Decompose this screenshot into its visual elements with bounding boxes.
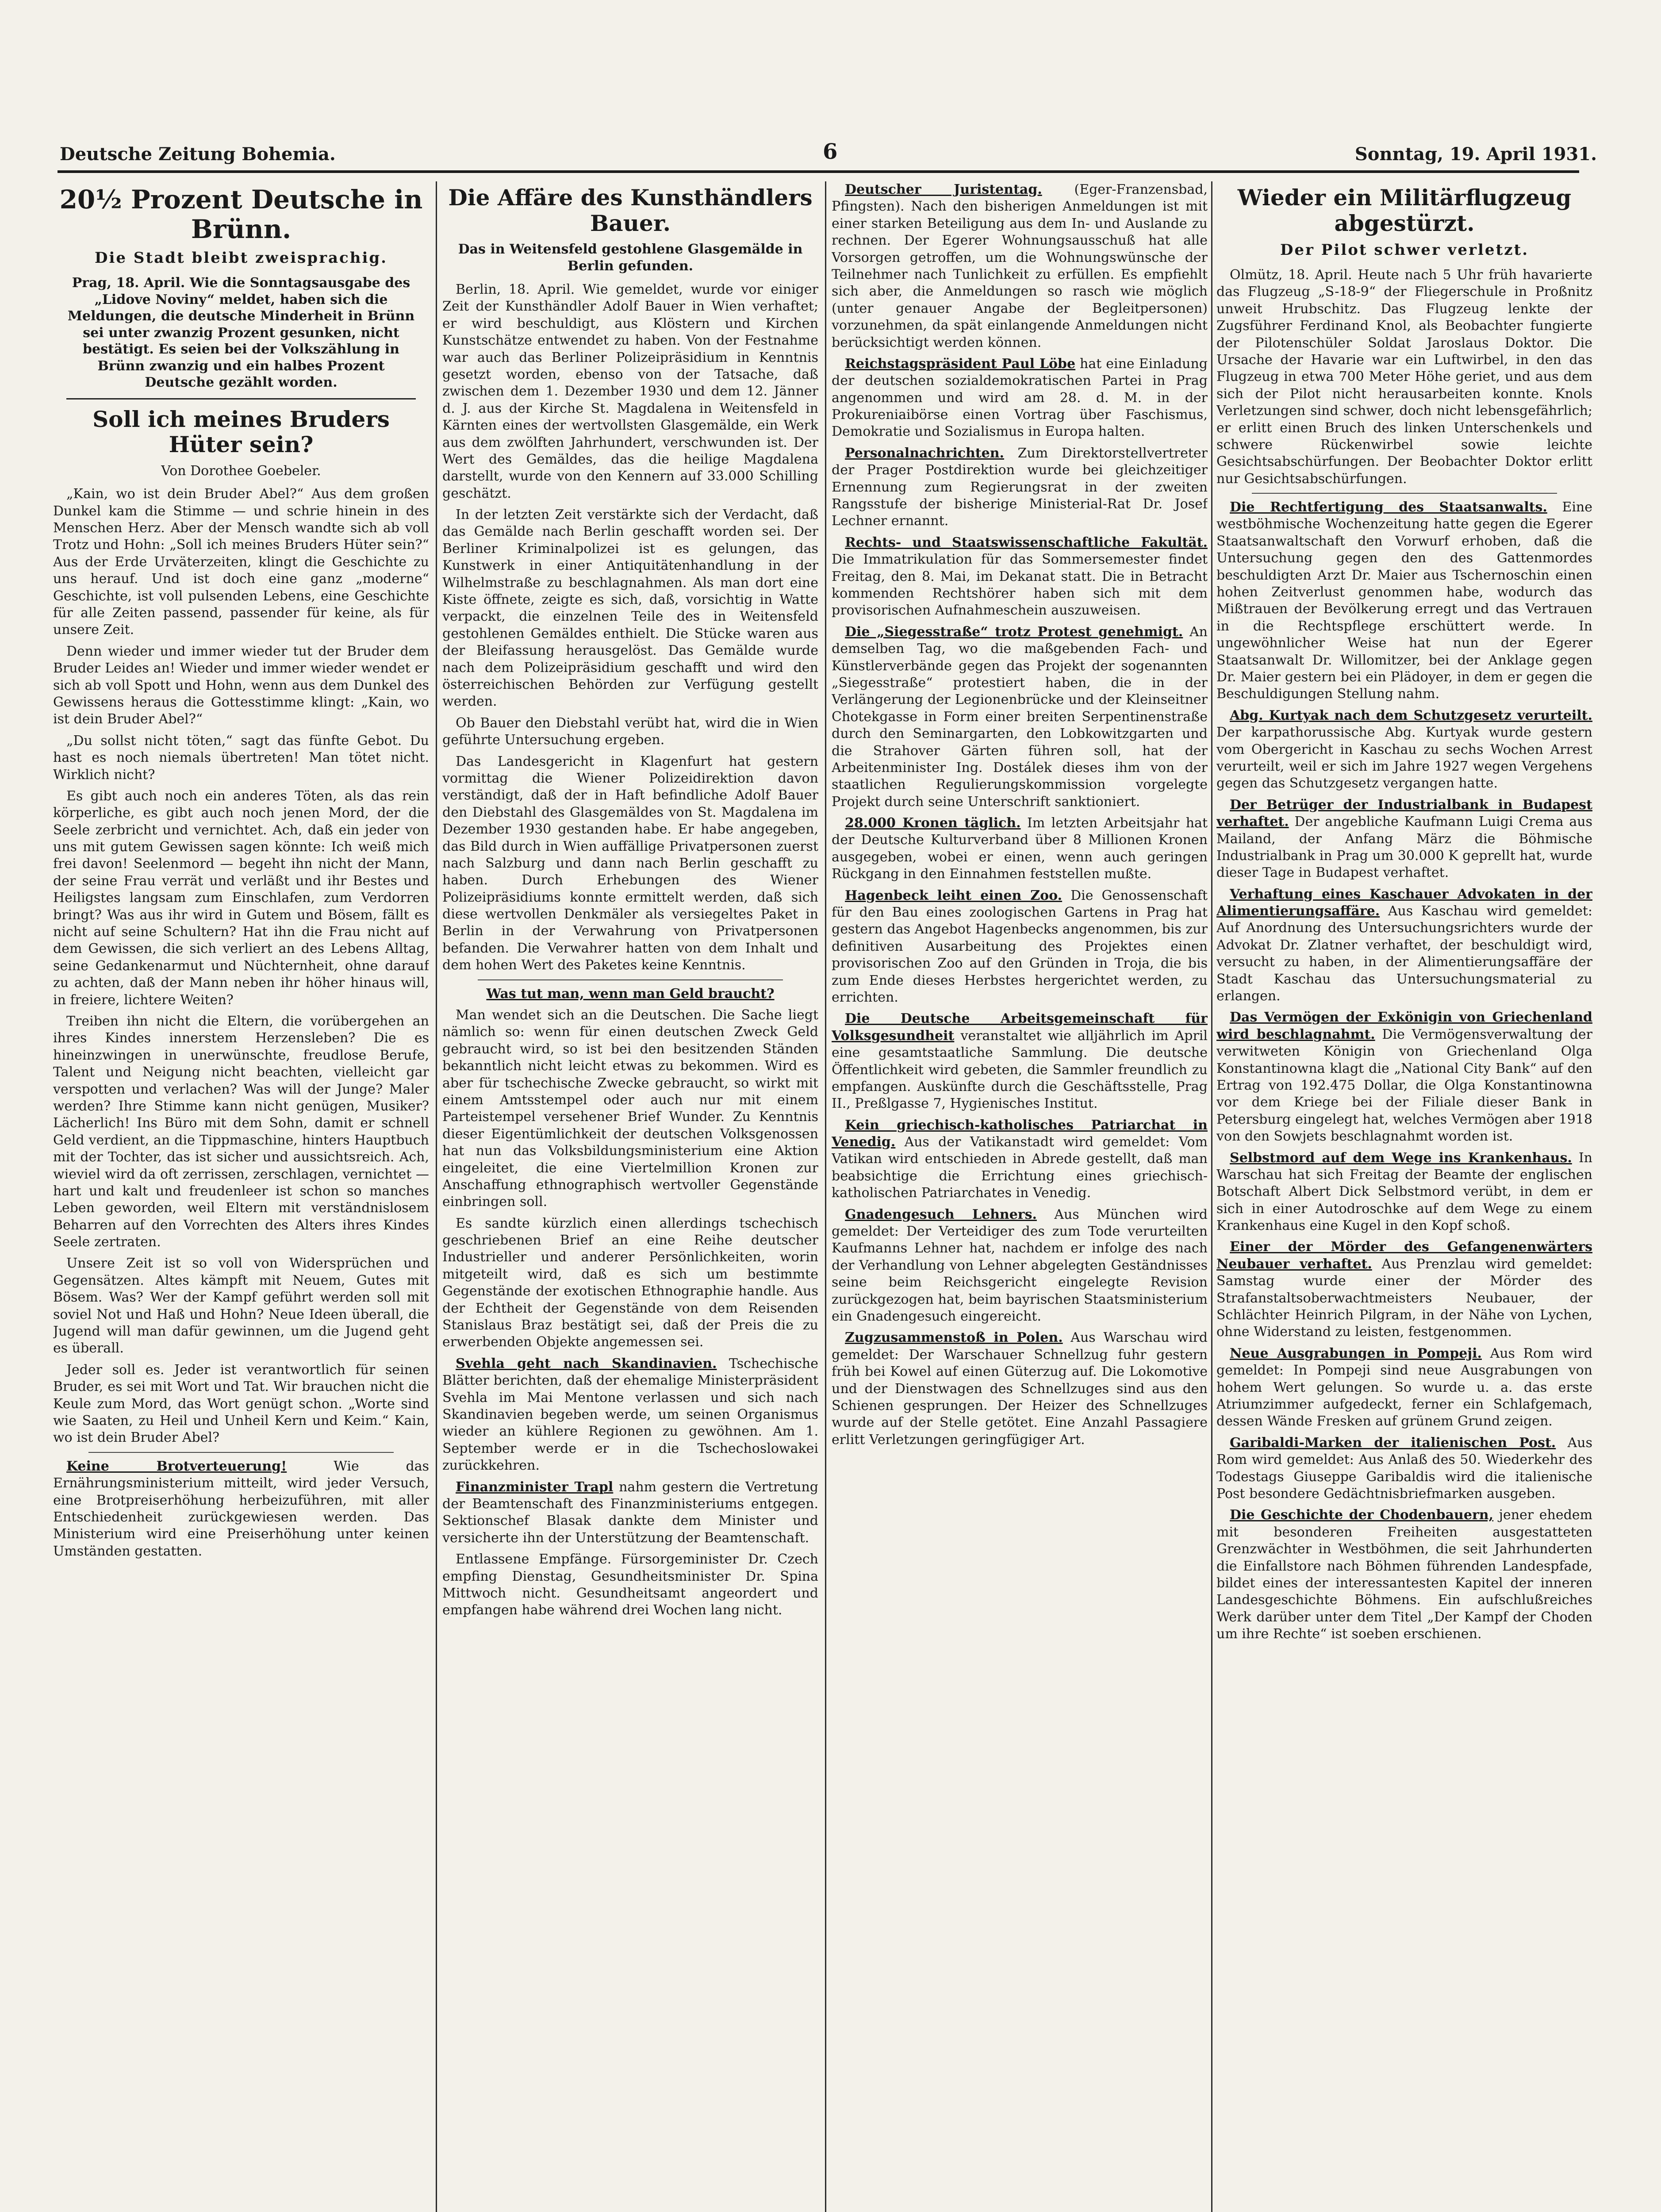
news-brief xyxy=(832,624,1208,810)
byline: Von Dorothee Goebeler. xyxy=(161,463,321,479)
brief-kicker: Das Vermögen der Exkönigin von Griechenland wird beschlagnahmt. xyxy=(1216,1010,1592,1042)
column-2 xyxy=(442,181,818,2212)
brief-kicker: Reichstagspräsident Paul Löbe xyxy=(845,356,1076,372)
headline-bruders-hueter: Soll ich meines Bruders Hüter sein? xyxy=(92,406,390,458)
news-brief xyxy=(1216,499,1592,703)
brief-kicker: Gnadengesuch Lehners. xyxy=(845,1206,1037,1222)
paragraph: Berlin, 18. April. Wie gemeldet, wurde vor einiger Zeit der Kunsthändler Adolf Bauer in Wien verhaftet; er wird beschuldigt, aus Klöstern und Kirchen Kunstschätze entwendet zu haben. Von der Festnahme war auch das Berliner Polizeipräsidium in Kenntnis gesetzt worden, ebenso von der Tatsache, daß zwischen dem 1. Dezember 1930 und dem 12. Jänner d. J. aus der Kirche St. Magdalena in Weitensfeld in Kärnten eines der wertvollsten Glasgemälde, ein Werk aus dem zwölften Jahrhundert, verschwunden ist. Der Wert des Gemäldes, das die heilige Magdalena darstellt, wurde von den Kennern auf 33.000 Schilling geschätzt. xyxy=(442,282,818,501)
paragraph: Denn wieder und immer wieder tut der Bruder dem Bruder Leides an! Wieder und immer wieder wendet er sich ab voll Spott und Hohn, wenn aus dem Dunkel des Gewissens heraus die Gottesstimme klingt: „Kain, wo ist dein Bruder Abel?“ xyxy=(53,643,429,727)
brief-kicker: Die Geschichte der Chodenbauern, xyxy=(1230,1507,1494,1523)
news-brief xyxy=(832,1206,1208,1325)
brief-text: Die Vermögensverwaltung der verwitweten Königin von Griechenland Olga Konstantinowna klagt die „National City Bank“ auf den Ertrag von 192.475 Dollar, die Olga Konstantinowna vor dem Kriege bei der Filiale dieser Bank in Petersburg eingelegt hat, welches Vermögen aber 1918 von den Sowjets beschlagnahmt worden ist. xyxy=(1216,1026,1592,1144)
paragraph: Es sandte kürzlich einen allerdings tschechisch geschriebenen Brief an eine Reihe deutscher Industrieller und anderer Persönlichkeiten, worin mitgeteilt wird, daß es sich um bestimmte Gegenstände der exotischen Ethnographie handle. Aus der Echtheit der Gegenstände von dem Reisenden Stanislaus Braz bestätigt sei, daß der Preis die zu erwerbenden Objekte angemessen sei. xyxy=(442,1215,818,1350)
brief-kicker: Keine Brotverteuerung! xyxy=(66,1458,287,1474)
divider xyxy=(478,979,783,980)
paragraph xyxy=(442,986,818,1002)
column-4 xyxy=(1216,181,1592,2212)
news-brief xyxy=(1216,797,1592,882)
subhead-flugzeug: Der Pilot schwer verletzt. xyxy=(1280,241,1529,259)
lead-bruenn: Prag, 18. April. Wie die Sonntagsausgabe des „Lidove Noviny“ meldet, haben sich die Meldungen, die deutsche Minderheit in Brünn sei unter zwanzig Prozent gesunken, nicht bestätigt. Es seien bei der Volkszählung in Brünn zwanzig und ein halbes Prozent Deutsche gezählt worden. xyxy=(67,275,415,391)
brief-kicker: Finanzminister Trapl xyxy=(456,1479,614,1495)
brief-text: Aus der Vatikanstadt wird gemeldet: Vom Vatikan wird entschieden in Abrede gestellt, daß man beabsichtige die Errichtung eines griechisch-katholischen Patriarchates in Venedig. xyxy=(832,1134,1208,1201)
column-3 xyxy=(832,181,1208,2212)
brief-kicker: Verhaftung eines Kaschauer Advokaten in der Alimentierungsaffäre. xyxy=(1216,886,1592,919)
brief-text: Aus Rom wird gemeldet: Aus Anlaß des 50. Wiederkehr des Todestags Giuseppe Garibaldis wird die italienische Post besondere Gedächtnisbriefmarken ausgeben. xyxy=(1216,1435,1592,1502)
news-brief xyxy=(832,1117,1208,1202)
paragraph: „Kain, wo ist dein Bruder Abel?“ Aus dem großen Dunkel kam die Stimme — und schrie hinein in des Menschen Herz. Aber der Mensch wandte sich ab voll Trotz und Hohn: „Soll ich meines Bruders Hüter sein?“ Aus der Erde Urväterzeiten, klingt die Geschichte zu uns herauf. Und ist doch eine ganz „moderne“ Geschichte, ist voll pulsenden Lebens, eine Geschichte für alle Zeiten passend, passender für keine, als für unsere Zeit. xyxy=(53,486,429,638)
brief-text: Aus Prenzlau wird gemeldet: Samstag wurde einer der Mörder des Strafanstaltsoberwachtmeisters Neubauer, der Schlächter Heinrich Pilgram, in der Nähe von Lychen, ohne Widerstand zu leisten, festgenommen. xyxy=(1216,1256,1592,1340)
news-brief xyxy=(832,445,1208,530)
brief-text: hat eine Einladung der deutschen sozialdemokratischen Partei in Prag angenommen und wird am 28. d. M. in der Prokureniaibörse einen Vortrag über Faschismus, Demokratie und Sozialismus in Europa halten. xyxy=(832,356,1208,440)
paragraph: Es gibt auch noch ein anderes Töten, als das rein körperliche, es gibt auch noch jenen Mord, der die Seele zerbricht und vernichtet. Ach, daß ein jeder von uns mit gutem Gewissen sagen könnte: Ich weiß mich frei davon! Seelenmord — begeht ihn nicht der Mann, der seine Frau verrät und verläßt und ihr Bestes und Heiligstes langsam zum Einschlafen, zum Verdorren bringt? Was aus ihr wird in Gutem und Bösem, fällt es nicht auf seine Schultern? Hat ihn die Frau nicht auf dem Gewissen, die sich verliert an des Lebens Alltag, seine Gedankenarmut und Nüchternheit, ohne darauf zu achten, daß der Mann neben ihr höher hinaus will, in freiere, lichtere Weiten? xyxy=(53,788,429,1008)
brief-kicker: Selbstmord auf dem Wege ins Krankenhaus. xyxy=(1230,1150,1572,1166)
subhead-bruenn: Die Stadt bleibt zweisprachig. xyxy=(95,249,387,267)
brief-text: An demselben Tag, wo die maßgebenden Fach- und Künstlerverbände gegen das Projekt der sogenannten „Siegesstraße“ protestiert haben, die in der Verlängerung der Legionenbrücke und der Kleinseitner Chotekgasse in Form einer breiten Serpentinenstraße durch den Seminargarten, den Lobkowitzgarten und die Strahover Gärten führen soll, hat der Arbeitenminister Ing. Dostálek dieses ihm von der staatlichen Regulierungskommission vorgelegte Projekt durch seine Unterschrift sanktioniert. xyxy=(832,624,1208,810)
news-brief xyxy=(53,1458,429,1560)
brief-text: Die Immatrikulation für das Sommersemester findet Freitag, den 8. Mai, im Dekanat statt. Die in Betracht kommenden Rechtshörer haben sich mit dem provisorischen Aufnahmeschein auszuweisen. xyxy=(832,552,1208,618)
news-brief xyxy=(1216,707,1592,792)
paragraph: Jeder soll es. Jeder ist verantwortlich für seinen Bruder, es sei mit Wort und Tat. Wir brauchen nicht die Keule zum Mord, das Wort genügt schon. „Worte sind wie Saaten, zu Heil und Unheil Kern und Keim.“ Kain, wo ist dein Bruder Abel? xyxy=(53,1362,429,1446)
paragraph: In der letzten Zeit verstärkte sich der Verdacht, daß das Gemälde nach Berlin geschafft worden sei. Der Berliner Kriminalpolizei ist es gelungen, das Kunstwerk in einer Antiquitätenhandlung in der Wilhelmstraße zu beschlagnahmen. Als man dort eine Kiste öffnete, zeigte es sich, daß, vorsichtig in Watte verpackt, die einzelnen Teile des in Weitensfeld gestohlenen Gemäldes enthielt. Die Stücke waren aus der Bleifassung herausgelöst. Das Gemälde wurde nach dem Polizeipräsidium geschafft und wird den österreichischen Behörden zur Verfügung gestellt werden. xyxy=(442,507,818,710)
divider xyxy=(88,1452,394,1453)
paragraph: Ob Bauer den Diebstahl verübt hat, wird die in Wien geführte Untersuchung ergeben. xyxy=(442,715,818,748)
brief-kicker: Die „Siegesstraße“ trotz Protest genehmigt. xyxy=(845,624,1183,640)
news-brief xyxy=(442,1356,818,1475)
brief-text: Aus München wird gemeldet: Der Verteidiger des zum Tode verurteilten Kaufmanns Lehner hat, nachdem er infolge des nach der Verhandlung von Lehner abgelegten Geständnisses seine beim Reichsgericht eingelegte Revision zurückgezogen hat, beim bayrischen Staatsministerium ein Gnadengesuch eingereicht. xyxy=(832,1206,1208,1324)
brief-kicker: Rechts- und Staatswissenschaftliche Fakultät. xyxy=(845,534,1208,550)
brief-kicker: Garibaldi-Marken der italienischen Post. xyxy=(1230,1435,1556,1451)
news-brief xyxy=(1216,1345,1592,1430)
paper-name: Deutsche Zeitung Bohemia. xyxy=(60,144,336,165)
paragraph: Treiben ihn nicht die Eltern, die vorübergehen an ihres Kindes innerstem Herzensleben? Die es hineinzwingen in unerwünschte, freudlose Berufe, Talent und Neigung nicht beachten, vielleicht gar verspotten und verlachen? Was will der Junge? Maler werden? Ihre Stimme kann nicht genügen, Musiker? Lächerlich! Ins Büro mit dem Sohn, damit er schnell Geld verdient, an die Tippmaschine, hinters Hauptbuch mit der Tochter, das ist sicher und aussichtsreich. Ach, wieviel wird da oft zerrissen, zerschlagen, vernichtet — hart und kalt und freudenleer ist schon so manches Leben geworden, weil Eltern mit verständnislosem Beharren auf den Vorrechten des Alters ihres Kindes Seele zertraten. xyxy=(53,1013,429,1250)
brief-text: Aus Kaschau wird gemeldet: Auf Anordnung des Untersuchungsrichters wurde der Advokat Dr. Zlatner verhaftet, der beschuldigt wird, versucht zu haben, in der Alimentierungsaffäre der Stadt Kaschau das Untersuchungsmaterial zu erlangen. xyxy=(1216,903,1592,1004)
brief-kicker: Zugzusammenstoß in Polen. xyxy=(845,1330,1063,1346)
column-1 xyxy=(53,181,429,2212)
brief-text: (Eger-Franzensbad, Pfingsten). Nach den bisherigen Anmeldungen ist mit einer starken Beteiligung aus dem In- und Auslande zu rechnen. Der Egerer Wohnungsausschuß hat alle Vorsorgen getroffen, um die Wohnungswünsche der Teilnehmer nach Tunlichkeit zu erfüllen. Es empfiehlt sich aber, die Anmeldungen so rasch wie möglich (unter genauer Angabe der Begleitpersonen) vorzunehmen, da spät einlangende Anmeldungen nicht berücksichtigt werden können. xyxy=(832,182,1208,350)
headline-kunsthaendler: Die Affäre des Kunsthändlers Bauer. xyxy=(448,184,813,236)
page-number: 6 xyxy=(823,139,838,164)
paragraph: Entlassene Empfänge. Fürsorgeminister Dr. Czech empfing Dienstag, Gesundheitsminister Dr. Spina Mittwoch nicht. Gesundheitsamt angeordert und empfangen habe während drei Wochen lang nicht. xyxy=(442,1551,818,1618)
paragraph: Unsere Zeit ist so voll von Widersprüchen und Gegensätzen. Altes kämpft mit Neuem, Gutes mit Bösem. Was? Wer der Kampf geführt werden soll mit soviel Not und Haß und Hohn? Neue Ideen überall, die Jugend will man dafür gewinnen, um die Jugend geht es überall. xyxy=(53,1256,429,1356)
news-brief xyxy=(1216,1507,1592,1643)
brief-text: Zum Direktorstellvertreter der Prager Postdirektion wurde bei gleichzeitiger Ernennung zum Regierungsrat in der zweiten Rangsstufe der bisherige Ministerial-Rat Dr. Josef Lechner ernannt. xyxy=(832,445,1208,529)
news-brief xyxy=(1216,1239,1592,1340)
news-brief xyxy=(1216,1009,1592,1145)
news-brief xyxy=(832,356,1208,441)
brief-text: Der karpathorussische Abg. Kurtyak wurde gestern vom Obergericht in Kaschau zu sechs Wochen Arrest verurteilt, weil er sich im Jahre 1927 wegen Vergehens gegen das Schutzgesetz vergangen hatte. xyxy=(1216,725,1592,791)
news-brief xyxy=(832,534,1208,619)
brief-text: Die Genossenschaft für den Bau eines zoologischen Gartens in Prag hat gestern das Angebot Hagenbecks angenommen, bis zur definitiven Ausarbeitung des Projektes einen provisorischen Zoo auf den Gründen in Troja, die bis zum Ende dieses Herbstes hergerichtet werden, zu errichten. xyxy=(832,887,1208,1005)
news-brief xyxy=(832,887,1208,1006)
headline-flugzeug: Wieder ein Militärflugzeug abgestürzt. xyxy=(1237,184,1572,236)
news-brief xyxy=(832,1010,1208,1112)
brief-text: In Warschau hat sich Freitag der Beamte der englischen Botschaft Albert Dick Selbstmord verübt, in dem er sich in einer Autodroschke auf dem Wege zu einem Krankenhaus eine Kugel in den Kopf schoß. xyxy=(1216,1150,1592,1234)
paragraph: Olmütz, 18. April. Heute nach 5 Uhr früh havarierte das Flugzeug „S-18-9“ der Fliegerschule in Proßnitz unweit Hrubschitz. Das Flugzeug lenkte der Zugsführer Ferdinand Knol, als Beobachter fungierte der Pilotenschüler Soldat Jaroslaus Doktor. Die Ursache der Havarie war ein Luftwirbel, in den das Flugzeug in etwa 700 Meter Höhe geriet, und aus dem sich der Pilot nicht herausarbeiten konnte. Knols Verletzungen sind schwer, doch nicht lebensgefährlich; er erlitt einen Bruch des linken Unterschenkels und schwere Rückenwirbel sowie leichte Gesichtsabschürfungen. Der Beobachter Doktor erlitt nur Gesichtsabschürfungen. xyxy=(1216,267,1592,487)
brief-kicker: Hagenbeck leiht einen Zoo. xyxy=(845,887,1063,903)
paragraph: Das Landesgericht in Klagenfurt hat gestern vormittag die Wiener Polizeidirektion davon verständigt, daß der in Haft befindliche Adolf Bauer den Diebstahl des Glasgemäldes von St. Magdalena im Dezember 1930 gestanden habe. Er habe angegeben, das Bild durch in Wien auffällige Privatpersonen zuerst nach Salzburg und dann nach Berlin geschafft zu haben. Durch Erhebungen des Wiener Polizeipräsidiums konnte ermittelt werden, daß sich diese wertvollen Denkmäler als versiegeltes Paket in Berlin in der Verwahrung von Privatpersonen befanden. Die Verwahrer hatten von dem Inhalt und dem hohen Wert des Paketes keine Kenntnis. xyxy=(442,753,818,973)
brief-kicker: 28.000 Kronen täglich. xyxy=(845,815,1021,831)
brief-kicker: Die Deutsche Arbeitsgemeinschaft für Volksgesundheit xyxy=(832,1011,1208,1044)
brief-kicker: Der Betrüger der Industrialbank in Budapest verhaftet. xyxy=(1216,797,1592,830)
brief-text: nahm gestern die Vertretung der Beamtenschaft des Finanzministeriums entgegen. Sektionschef Blasak dankte dem Minister und versicherte ihn der Unterstützung der Beamtenschaft. xyxy=(442,1479,818,1546)
column-divider xyxy=(825,181,826,2212)
brief-kicker: Personalnachrichten. xyxy=(845,445,1004,461)
brief-text: Wie das Ernährungsministerium mitteilt, wird jeder Versuch, eine Brotpreiserhöhung herbeizuführen, mit aller Entschiedenheit zurückgewiesen werden. Das Ministerium wird eine Preiserhöhung unter keinen Umständen gestatten. xyxy=(53,1458,429,1559)
masthead-rule xyxy=(58,170,1579,173)
brief-text: Der angebliche Kaufmann Luigi Crema aus Mailand, der Anfang März die Böhmische Industrialbank in Prag um 30.000 K geprellt hat, wurde dieser Tage in Budapest verhaftet. xyxy=(1216,814,1592,881)
brief-text: jener ehedem mit besonderen Freiheiten ausgestatteten Grenzwächter in Westböhmen, die seit Jahrhunderten die Einfallstore nach Böhmen führenden Landespfade, bildet eines der interessantesten Kapitel der inneren Landesgeschichte Böhmens. Ein aufschlußreiches Werk darüber unter dem Titel „Der Kampf der Choden um ihre Rechte“ ist soeben erschienen. xyxy=(1216,1507,1592,1642)
divider xyxy=(66,398,416,399)
headline-bruenn: 20½ Prozent Deutsche in Brünn. xyxy=(59,184,423,244)
brief-kicker: Die Rechtfertigung des Staatsanwalts. xyxy=(1230,499,1547,515)
brief-kicker: Abg. Kurtyak nach dem Schutzgesetz verurteilt. xyxy=(1230,707,1592,723)
column-divider xyxy=(1211,181,1212,2212)
brief-text: Aus Rom wird gemeldet: In Pompeji sind neue Ausgrabungen von hohem Wert gelungen. So wurde u. a. das erste Atriumzimmer aufgedeckt, ferner ein Schlafgemach, dessen Wände Fresken auf grünem Grund zeigen. xyxy=(1216,1345,1592,1429)
divider xyxy=(1252,493,1557,494)
column-divider xyxy=(436,181,437,2212)
brief-kicker: Neue Ausgrabungen in Pompeji. xyxy=(1230,1345,1482,1361)
news-brief xyxy=(832,1329,1208,1448)
news-brief xyxy=(832,815,1208,883)
subhead-kunsthaendler: Das in Weitensfeld gestohlene Glasgemälde in Berlin gefunden. xyxy=(458,242,803,274)
brief-text: Im letzten Arbeitsjahr hat der Deutsche Kulturverband über 8 Millionen Kronen ausgegeben, wobei er einen, wenn auch geringen Rückgang in den Einnahmen feststellen mußte. xyxy=(832,815,1208,882)
news-brief xyxy=(1216,1150,1592,1235)
news-brief xyxy=(1216,1435,1592,1503)
paragraph: Man wendet sich an die Deutschen. Die Sache liegt nämlich so: wenn für einen deutschen Zweck Geld gebraucht wird, so ist bei den besitzenden Ständen bekanntlich nicht leicht etwas zu bekommen. Wird es aber für tschechische Zwecke gebraucht, so wirkt mit einem Amtsstempel oder auch nur mit einem Parteistempel versehener Brief Wunder. Zu Kenntnis dieser Eigentümlichkeit der deutschen Volksgenossen hat nun das Volksbildungsministerium eine Aktion eingeleitet, die eine Viertelmillion Kronen zur Anschaffung ethnographisch wertvoller Gegenstände einbringen soll. xyxy=(442,1007,818,1210)
issue-date: Sonntag, 19. April 1931. xyxy=(1354,144,1597,165)
brief-text: Eine westböhmische Wochenzeitung hatte gegen die Egerer Staatsanwaltschaft den Vorwurf erhoben, daß die Untersuchung gegen den des Gattenmordes beschuldigten Arzt Dr. Maier aus Tschernoschin einen hohen Zeitverlust genommen habe, wodurch das Mißtrauen der Bevölkerung erregt und das Vertrauen in die Rechtspflege erschüttert werde. In ungewöhnlicher Weise hat nun der Egerer Staatsanwalt Dr. Willomitzer, bei der Anklage gegen Dr. Maier gestern bei ein Plädoyer, in dem er gegen die Beschuldigungen Stellung nahm. xyxy=(1216,499,1592,702)
brief-kicker: Einer der Mörder des Gefangenenwärters Neubauer verhaftet. xyxy=(1216,1239,1592,1272)
brief-kicker: Kein griechisch-katholisches Patriarchat in Venedig. xyxy=(832,1117,1208,1150)
brief-text: Tschechische Blätter berichten, daß der ehemalige Ministerpräsident Svehla im Mai Mentone verlassen und sich nach Skandinavien begeben werde, um seinen Organismus wieder an kühlere Regionen zu gewöhnen. Am 1. September werde er in die Tschechoslowakei zurückkehren. xyxy=(442,1356,818,1474)
news-brief xyxy=(832,181,1208,351)
brief-text: Aus Warschau wird gemeldet: Der Warschauer Schnellzug fuhr gestern früh bei Kowel auf einen Güterzug auf. Die Lokomotive und der Dienstwagen des Schnellzuges sind aus den Schienen gesprungen. Der Heizer des Schnellzuges wurde auf der Stelle getötet. Eine Anzahl Passagiere erlitt Verletzungen geringfügiger Art. xyxy=(832,1330,1208,1448)
masthead xyxy=(44,133,1606,165)
brief-kicker: Deutscher Juristentag. xyxy=(845,182,1042,197)
news-brief xyxy=(1216,886,1592,1005)
brief-text: veranstaltet wie alljährlich im April eine gesamtstaatliche Sammlung. Die deutsche Öffentlichkeit wird gebeten, die Sammler freundlich zu empfangen. Auskünfte durch die Geschäftsstelle, Prag II., Preßlgasse 7, Hygienisches Institut. xyxy=(832,1028,1208,1112)
section-heading: Was tut man, wenn man Geld braucht? xyxy=(486,986,775,1002)
news-brief xyxy=(442,1479,818,1547)
paragraph: „Du sollst nicht töten,“ sagt das fünfte Gebot. Du hast es noch niemals übertreten! Man tötet nicht. Wirklich nicht? xyxy=(53,733,429,783)
brief-kicker: Svehla geht nach Skandinavien. xyxy=(456,1356,717,1371)
